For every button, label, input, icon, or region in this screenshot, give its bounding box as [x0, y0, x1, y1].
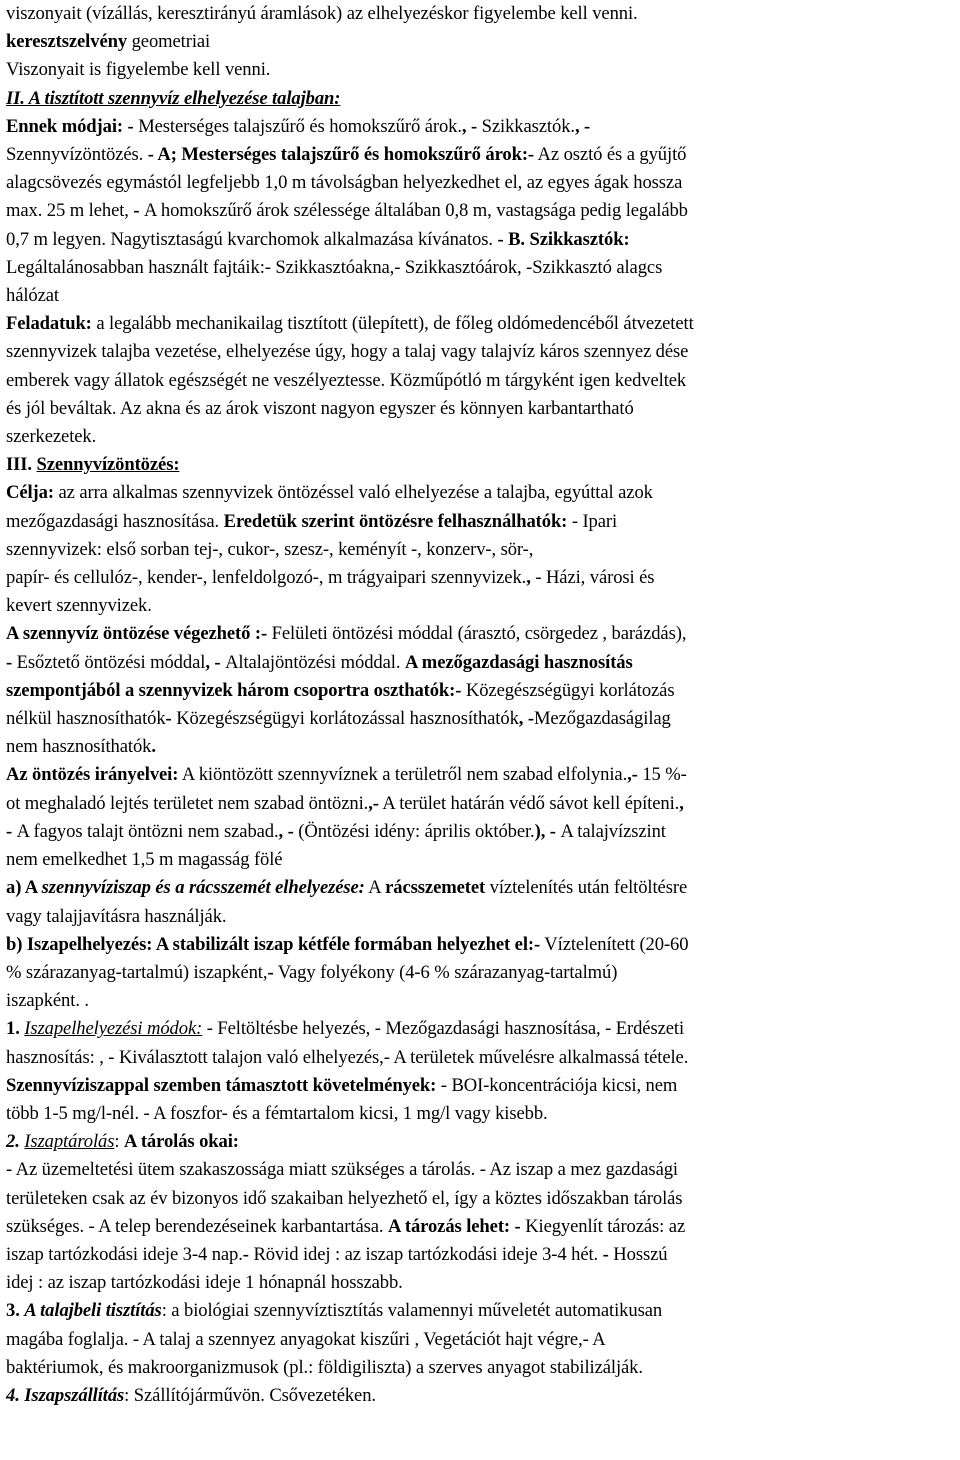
text-run: ,-: [368, 792, 379, 814]
text-run: ,: [526, 567, 531, 589]
text-line: [6, 1354, 946, 1382]
text-run: Iszapelhelyezési módok:: [24, 1018, 203, 1040]
text-run: mezőgazdasági hasznosítása.: [6, 510, 224, 532]
text-line: [6, 0, 946, 28]
text-run: Szennyvíziszappal szemben támasztott követelmények:: [6, 1074, 437, 1096]
text-line: [6, 677, 946, 705]
text-run: szennyvizek talajba vezetése, elhelyezése úgy, hogy a talaj vagy talajvíz káros szennyez dése: [6, 341, 689, 363]
text-line: [6, 1269, 946, 1297]
text-run: szempontjából a szennyvizek három csoportra oszthatók:-: [6, 679, 462, 701]
text-line: [6, 1044, 946, 1072]
text-line: [6, 761, 946, 789]
text-line: [6, 931, 946, 959]
text-run: -: [242, 1243, 249, 1265]
text-line: [6, 423, 946, 451]
text-run: ,: [679, 792, 684, 814]
text-run: - Feltöltésbe helyezés, - Mezőgazdasági hasznosítása, - Erdészeti: [202, 1018, 685, 1040]
text-run: - A; Mesterséges talajszűrő és homokszűrő árok:-: [147, 144, 535, 166]
text-run: alagcsövezés egymástól legfeljebb 1,0 m távolságban helyezkedhet el, az egyes ágak hossza: [6, 172, 683, 194]
text-line: [6, 903, 946, 931]
text-run: Szennyvízöntözés:: [36, 454, 180, 476]
text-run: Vagy folyékony (4-6 % szárazanyag-tartalmú): [273, 961, 618, 983]
text-run: területeken csak az év bizonyos idő szakaiban helyezhető el, így a köztes időszakban tárolás: [6, 1187, 683, 1209]
text-line: [6, 310, 946, 338]
text-run: -: [602, 1243, 609, 1265]
text-run: : Szállítójárművön. Csővezetéken.: [124, 1384, 376, 1406]
text-run: , -: [278, 820, 299, 842]
text-run: A: [364, 877, 386, 899]
text-line: [6, 197, 946, 225]
text-run: A kiöntözött szennyvíznek a területről nem szabad elfolynia.: [178, 764, 628, 786]
text-run: Altalajöntözési móddal.: [225, 651, 405, 673]
text-run: 0,7 m legyen. Nagytisztaságú kvarchomok alkalmazása kívánatos.: [6, 228, 498, 250]
text-line: [6, 818, 946, 846]
text-run: - B. Szikkasztók:: [497, 228, 630, 250]
text-run: Mesterséges talajszűrő és homokszűrő árok.: [138, 115, 462, 137]
text-run: Feladatuk:: [6, 313, 92, 335]
text-line: [6, 649, 946, 677]
text-run: -: [165, 708, 177, 730]
text-line: [6, 564, 946, 592]
text-run: Eredetük szerint öntözésre felhasználhatók:: [223, 510, 568, 532]
text-run: Mezőgazdaságilag: [533, 708, 671, 730]
text-run: Hosszú: [608, 1243, 668, 1265]
text-run: - BOI-koncentrációja kicsi, nem: [436, 1074, 678, 1096]
text-run: :: [114, 1131, 124, 1153]
text-run: hálózat: [6, 285, 59, 307]
text-run: iszap tartózkodási ideje 3-4 nap.: [6, 1243, 243, 1265]
text-run: , -: [205, 651, 226, 673]
text-run: idej : az iszap tartózkodási ideje 1 hónapnál hosszabb.: [6, 1272, 403, 1294]
text-run: víztelenítés után feltöltésre: [485, 877, 688, 899]
text-run: A talajvízszint: [560, 820, 666, 842]
text-line: [6, 1241, 946, 1269]
text-run: Az öntözés irányelvei:: [6, 764, 179, 786]
text-line: [6, 141, 946, 169]
text-run: , -: [518, 708, 534, 730]
text-run: Víztelenített (20-60: [540, 933, 689, 955]
text-run: 1.: [6, 1018, 25, 1040]
text-run: nem emelkedhet 1,5 m magasság fölé: [6, 849, 283, 871]
text-run: -: [6, 651, 17, 673]
text-run: , -: [574, 115, 591, 137]
text-run: az arra alkalmas szennyvizek öntözéssel való elhelyezése a talajba, egyúttal azok: [53, 482, 653, 504]
text-line: [6, 28, 946, 56]
text-line: [6, 1015, 946, 1043]
text-run: vagy talajjavításra használják.: [6, 905, 227, 927]
text-run: Az osztó és a gyűjtő: [534, 144, 687, 166]
text-run: (Öntözési idény: április október.: [298, 820, 535, 842]
text-run: szennyvíziszap és a rácsszemét elhelyezése:: [41, 877, 365, 899]
text-run: A tárolás okai:: [123, 1131, 239, 1153]
text-run: papír- és cellulóz-, kender-, lenfeldolgozó-, m trágyaipari szennyvizek.: [6, 567, 527, 589]
text-run: a legalább mechanikailag tisztított (ülepített), de főleg oldómedencéből átvezetett: [91, 313, 694, 335]
text-run: 4.: [6, 1384, 25, 1406]
text-run: több 1-5 mg/l-nél. - A foszfor- és a fémtartalom kicsi, 1 mg/l vagy kisebb.: [6, 1102, 548, 1124]
text-run: Kiegyenlít tározás: az: [520, 1215, 686, 1237]
text-line: [6, 282, 946, 310]
text-line: [6, 254, 946, 282]
text-run: A tározás lehet: -: [388, 1215, 521, 1237]
text-run: : a biológiai szennyvíztisztítás valamennyi műveletét automatikusan: [161, 1300, 663, 1322]
text-line: [6, 451, 946, 479]
text-run: 2.: [6, 1131, 25, 1153]
text-run: -: [6, 820, 17, 842]
text-run: nélkül hasznosíthatók: [6, 708, 166, 730]
text-run: A terület határán védő sávot kell építeni.: [378, 792, 680, 814]
text-line: [6, 705, 946, 733]
text-run: .: [151, 736, 156, 758]
text-line: [6, 169, 946, 197]
text-line: [6, 733, 946, 761]
text-line: [6, 85, 946, 113]
text-run: Iszaptárolás: [24, 1131, 115, 1153]
text-line: [6, 1156, 946, 1184]
text-line: [6, 1128, 946, 1156]
text-run: Ennek módjai: -: [6, 115, 139, 137]
text-line: [6, 1185, 946, 1213]
text-line: [6, 1382, 946, 1410]
text-run: A mezőgazdasági hasznosítás: [404, 651, 633, 673]
text-line: [6, 592, 946, 620]
text-run: A fagyos talajt öntözni nem szabad.: [16, 820, 279, 842]
text-run: Szennyvízöntözés.: [6, 144, 148, 166]
text-line: [6, 1213, 946, 1241]
text-run: -: [267, 961, 274, 983]
text-run: max. 25 m lehet,: [6, 200, 134, 222]
text-run: 3.: [6, 1300, 25, 1322]
text-run: ot meghaladó lejtés területet nem szabad öntözni.: [6, 792, 369, 814]
text-run: baktériumok, és makroorganizmusok (pl.: földigiliszta) a szerves anyagot stabilizálják.: [6, 1356, 643, 1378]
text-run: II. A tisztított szennyvíz elhelyezése talajban:: [6, 87, 341, 109]
text-line: [6, 790, 946, 818]
text-line: [6, 508, 946, 536]
text-run: magába foglalja. - A talaj a szennyez anyagokat kiszűri , Vegetációt hajt végre,- A: [6, 1328, 606, 1350]
text-run: Felületi öntözési móddal (árasztó, csörgedez , barázdás),: [267, 623, 687, 645]
text-line: [6, 620, 946, 648]
text-run: viszonyait (vízállás, keresztirányú áramlások) az elhelyezéskor figyelembe kell venni.: [6, 3, 638, 24]
text-run: Rövid idej : az iszap tartózkodási ideje 3-4 hét.: [248, 1243, 603, 1265]
text-run: Esőztető öntözési móddal: [16, 651, 206, 673]
text-line: [6, 987, 946, 1015]
text-run: Szikkasztók.: [481, 115, 575, 137]
text-run: szükséges. - A telep berendezéseinek karbantartása.: [6, 1215, 389, 1237]
text-run: a) A: [6, 877, 42, 899]
text-line: [6, 1100, 946, 1128]
text-run: % szárazanyag-tartalmú) iszapként,: [6, 961, 268, 983]
text-run: szennyvizek: első sorban tej-, cukor-, szesz-, keményít -, konzerv-, sör-,: [6, 538, 534, 560]
text-run: 15 %-: [637, 764, 687, 786]
text-line: [6, 1072, 946, 1100]
text-run: Iszapszállítás: [24, 1384, 125, 1406]
text-line: [6, 367, 946, 395]
text-run: ), -: [534, 820, 561, 842]
text-line: [6, 226, 946, 254]
text-run: , -: [461, 115, 482, 137]
text-run: -: [133, 200, 145, 222]
text-run: Legáltalánosabban használt fajtáik:- Szikkasztóakna,- Szikkasztóárok, -Szikkasztó alagcs: [6, 256, 663, 278]
text-run: - Az üzemeltetési ütem szakaszossága miatt szükséges a tárolás. - Az iszap a mez gazdasági: [6, 1159, 678, 1181]
text-run: rácsszemetet: [385, 877, 486, 899]
text-line: [6, 113, 946, 141]
text-run: Közegészségügyi korlátozással hasznosíthatók: [176, 708, 519, 730]
text-run: Közegészségügyi korlátozás: [461, 679, 675, 701]
text-line: [6, 874, 946, 902]
text-line: [6, 1326, 946, 1354]
text-line: [6, 959, 946, 987]
text-run: ,-: [627, 764, 638, 786]
text-run: A homokszűrő árok szélessége általában 0,8 m, vastagsága pedig legalább: [144, 200, 688, 222]
text-line: [6, 536, 946, 564]
text-run: keresztszelvény: [6, 31, 128, 53]
text-line: [6, 479, 946, 507]
text-run: geometriai: [127, 31, 211, 53]
text-line: [6, 1297, 946, 1325]
text-run: hasznosítás: , - Kiválasztott talajon való elhelyezés,- A területek művelésre alkalmassá tétele.: [6, 1046, 689, 1068]
text-run: - Ipari: [567, 510, 618, 532]
text-line: [6, 56, 946, 84]
text-run: emberek vagy állatok egészségét ne veszélyeztesse. Közműpótló m tárgyként igen kedveltek: [6, 369, 687, 391]
text-run: szerkezetek.: [6, 426, 97, 448]
text-run: nem hasznosíthatók: [6, 736, 152, 758]
text-run: és jól beváltak. Az akna és az árok viszont nagyon egyszer és könnyen karbantartható: [6, 397, 634, 419]
text-run: Célja:: [6, 482, 54, 504]
text-run: b) Iszapelhelyezés: A stabilizált iszap kétféle formában helyezhet el:-: [6, 933, 541, 955]
text-run: A talajbeli tisztítás: [24, 1300, 162, 1322]
text-line: [6, 338, 946, 366]
text-run: kevert szennyvizek.: [6, 595, 152, 617]
text-run: III.: [6, 454, 37, 476]
text-run: Viszonyait is figyelembe kell venni.: [6, 59, 271, 81]
text-line: [6, 395, 946, 423]
text-line: [6, 846, 946, 874]
text-run: A szennyvíz öntözése végezhető :-: [6, 623, 268, 645]
text-run: - Házi, városi és: [530, 567, 655, 589]
text-run: iszapként. .: [6, 990, 89, 1012]
